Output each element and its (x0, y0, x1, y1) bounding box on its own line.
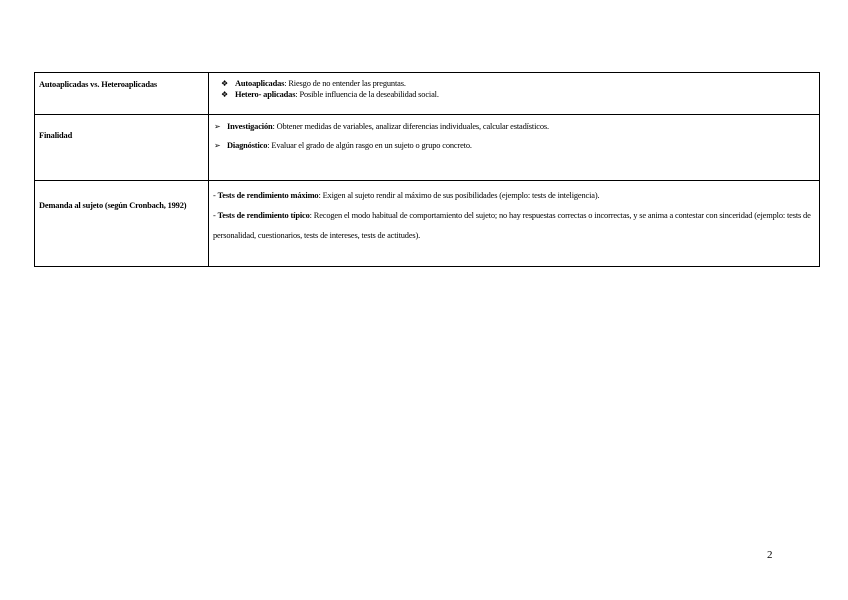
row-content-demanda (209, 181, 820, 267)
item-term: Tests de rendimiento típico (217, 211, 310, 220)
item-text: : Evaluar el grado de algún rasgo en un sujeto o grupo concreto. (267, 141, 472, 150)
row-content-aplicacion (209, 73, 820, 115)
item-text: : Obtener medidas de variables, analizar diferencias individuales, calcular estadísticos. (272, 122, 549, 131)
dash-marker: - (213, 191, 218, 200)
item-text: : Recogen el modo habitual de comportamiento del sujeto; no hay respuestas correctas o incorrectas, y se anima a contestar con sinceridad (ejemplo: tests de personalidad, cuestionarios, tests de intereses, tests de actitudes). (213, 211, 811, 240)
page-number: 2 (767, 549, 773, 561)
list-item (221, 89, 819, 100)
row-label-finalidad: Finalidad (35, 115, 209, 181)
row-label-demanda: Demanda al sujeto (según Cronbach, 1992) (35, 181, 209, 267)
item-text: : Riesgo de no entender las preguntas. (284, 79, 406, 88)
list-item (214, 120, 819, 133)
item-term: Diagnóstico (227, 141, 268, 150)
item-term: Tests de rendimiento máximo (217, 191, 319, 200)
dash-marker: - (213, 211, 218, 220)
list-item (213, 186, 819, 206)
table-row (35, 73, 820, 115)
item-text: : Exigen al sujeto rendir al máximo de sus posibilidades (ejemplo: tests de inteligencia). (318, 191, 600, 200)
item-term: Hetero- aplicadas (235, 90, 296, 99)
table-row (35, 181, 820, 267)
content-table (34, 72, 820, 267)
list-item (213, 206, 819, 246)
diamond-bullet-icon: ❖ (221, 90, 229, 99)
diamond-bullet-icon: ❖ (221, 79, 229, 88)
item-text: : Posible influencia de la deseabilidad social. (295, 90, 439, 99)
arrow-bullet-icon: ➢ (214, 122, 221, 131)
list-item (221, 78, 819, 89)
arrow-bullet-icon: ➢ (214, 141, 221, 150)
list-item (214, 139, 819, 152)
row-label-aplicacion: Autoaplicadas vs. Heteroaplicadas (35, 73, 209, 115)
item-term: Autoaplicadas (235, 79, 285, 88)
table-row (35, 115, 820, 181)
item-term: Investigación (227, 122, 273, 131)
row-content-finalidad (209, 115, 820, 181)
